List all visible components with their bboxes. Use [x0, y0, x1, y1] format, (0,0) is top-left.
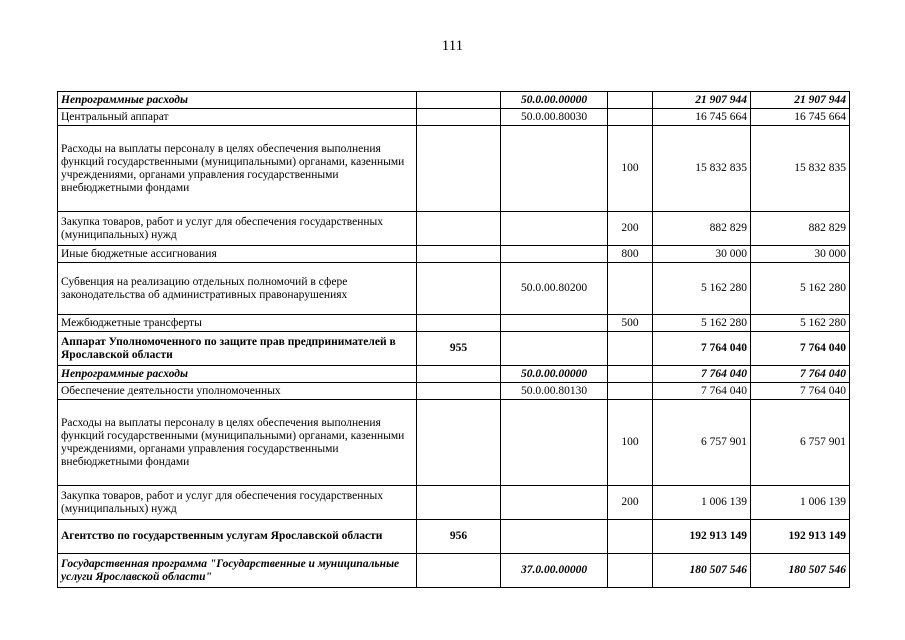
row-amount-1-cell: 21 907 944	[653, 92, 751, 109]
row-amount-1-cell: 7 764 040	[653, 383, 751, 400]
row-name-cell: Центральный аппарат	[58, 109, 417, 126]
budget-table	[57, 91, 850, 588]
row-amount-2-cell: 180 507 546	[751, 554, 850, 588]
row-target-article-cell: 37.0.00.00000	[501, 554, 608, 588]
row-code-cell	[417, 109, 501, 126]
row-name-cell: Межбюджетные трансферты	[58, 315, 417, 332]
row-name-cell: Субвенция на реализацию отдельных полномочий в сфере законодательства об административных правонарушениях	[58, 263, 417, 315]
row-code-cell	[417, 246, 501, 263]
row-amount-2-cell: 5 162 280	[751, 315, 850, 332]
row-expense-type-cell: 200	[608, 212, 653, 246]
row-target-article-cell	[501, 400, 608, 486]
row-expense-type-cell: 500	[608, 315, 653, 332]
row-name-cell: Обеспечение деятельности уполномоченных	[58, 383, 417, 400]
row-amount-2-cell: 21 907 944	[751, 92, 850, 109]
table-row	[58, 212, 850, 246]
row-code-cell	[417, 92, 501, 109]
table-row	[58, 554, 850, 588]
row-expense-type-cell: 800	[608, 246, 653, 263]
table-row	[58, 486, 850, 520]
row-target-article-cell: 50.0.00.00000	[501, 92, 608, 109]
row-amount-1-cell: 1 006 139	[653, 486, 751, 520]
row-amount-1-cell: 5 162 280	[653, 315, 751, 332]
table-row	[58, 126, 850, 212]
row-code-cell	[417, 554, 501, 588]
table-row	[58, 383, 850, 400]
budget-table-body	[58, 92, 850, 588]
row-expense-type-cell: 100	[608, 126, 653, 212]
row-amount-2-cell: 30 000	[751, 246, 850, 263]
table-row	[58, 315, 850, 332]
row-expense-type-cell	[608, 554, 653, 588]
row-amount-1-cell: 30 000	[653, 246, 751, 263]
row-amount-1-cell: 5 162 280	[653, 263, 751, 315]
row-expense-type-cell: 200	[608, 486, 653, 520]
row-target-article-cell	[501, 126, 608, 212]
row-code-cell	[417, 400, 501, 486]
row-code-cell	[417, 212, 501, 246]
row-amount-2-cell: 7 764 040	[751, 332, 850, 366]
row-amount-2-cell: 16 745 664	[751, 109, 850, 126]
row-amount-1-cell: 7 764 040	[653, 332, 751, 366]
row-amount-2-cell: 1 006 139	[751, 486, 850, 520]
row-amount-1-cell: 882 829	[653, 212, 751, 246]
row-target-article-cell: 50.0.00.80130	[501, 383, 608, 400]
row-name-cell: Закупка товаров, работ и услуг для обеспечения государственных (муниципальных) нужд	[58, 486, 417, 520]
row-code-cell	[417, 383, 501, 400]
table-row	[58, 400, 850, 486]
row-expense-type-cell: 100	[608, 400, 653, 486]
row-target-article-cell	[501, 486, 608, 520]
row-name-cell: Расходы на выплаты персоналу в целях обеспечения выполнения функций государственными (муниципальными) органами, казенными учреждениями, органами управления государственными внебюджетными фондами	[58, 126, 417, 212]
row-name-cell: Аппарат Уполномоченного по защите прав предпринимателей в Ярославской области	[58, 332, 417, 366]
row-expense-type-cell	[608, 383, 653, 400]
row-target-article-cell	[501, 315, 608, 332]
row-amount-2-cell: 7 764 040	[751, 366, 850, 383]
row-code-cell: 956	[417, 520, 501, 554]
row-amount-2-cell: 882 829	[751, 212, 850, 246]
row-name-cell: Закупка товаров, работ и услуг для обеспечения государственных (муниципальных) нужд	[58, 212, 417, 246]
row-code-cell	[417, 486, 501, 520]
row-target-article-cell	[501, 520, 608, 554]
row-amount-2-cell: 15 832 835	[751, 126, 850, 212]
row-code-cell	[417, 315, 501, 332]
table-row	[58, 109, 850, 126]
table-row	[58, 246, 850, 263]
row-name-cell: Непрограммные расходы	[58, 92, 417, 109]
row-target-article-cell: 50.0.00.00000	[501, 366, 608, 383]
row-amount-2-cell: 6 757 901	[751, 400, 850, 486]
row-expense-type-cell	[608, 366, 653, 383]
table-row	[58, 263, 850, 315]
row-expense-type-cell	[608, 92, 653, 109]
table-row	[58, 366, 850, 383]
row-code-cell	[417, 126, 501, 212]
row-expense-type-cell	[608, 109, 653, 126]
row-amount-1-cell: 16 745 664	[653, 109, 751, 126]
row-target-article-cell: 50.0.00.80200	[501, 263, 608, 315]
row-amount-1-cell: 180 507 546	[653, 554, 751, 588]
row-code-cell	[417, 263, 501, 315]
row-name-cell: Расходы на выплаты персоналу в целях обеспечения выполнения функций государственными (муниципальными) органами, казенными учреждениями, органами управления государственными внебюджетными фондами	[58, 400, 417, 486]
table-row	[58, 332, 850, 366]
row-expense-type-cell	[608, 520, 653, 554]
row-amount-1-cell: 7 764 040	[653, 366, 751, 383]
page-number: 111	[441, 38, 464, 54]
row-name-cell: Агентство по государственным услугам Ярославской области	[58, 520, 417, 554]
row-name-cell: Государственная программа "Государственные и муниципальные услуги Ярославской области"	[58, 554, 417, 588]
row-amount-1-cell: 192 913 149	[653, 520, 751, 554]
row-target-article-cell	[501, 212, 608, 246]
row-name-cell: Иные бюджетные ассигнования	[58, 246, 417, 263]
row-target-article-cell	[501, 332, 608, 366]
row-target-article-cell	[501, 246, 608, 263]
row-amount-2-cell: 192 913 149	[751, 520, 850, 554]
row-amount-2-cell: 5 162 280	[751, 263, 850, 315]
row-expense-type-cell	[608, 263, 653, 315]
row-amount-1-cell: 6 757 901	[653, 400, 751, 486]
row-amount-2-cell: 7 764 040	[751, 383, 850, 400]
row-code-cell: 955	[417, 332, 501, 366]
table-row	[58, 92, 850, 109]
row-amount-1-cell: 15 832 835	[653, 126, 751, 212]
row-expense-type-cell	[608, 332, 653, 366]
row-code-cell	[417, 366, 501, 383]
table-row	[58, 520, 850, 554]
row-name-cell: Непрограммные расходы	[58, 366, 417, 383]
row-target-article-cell: 50.0.00.80030	[501, 109, 608, 126]
